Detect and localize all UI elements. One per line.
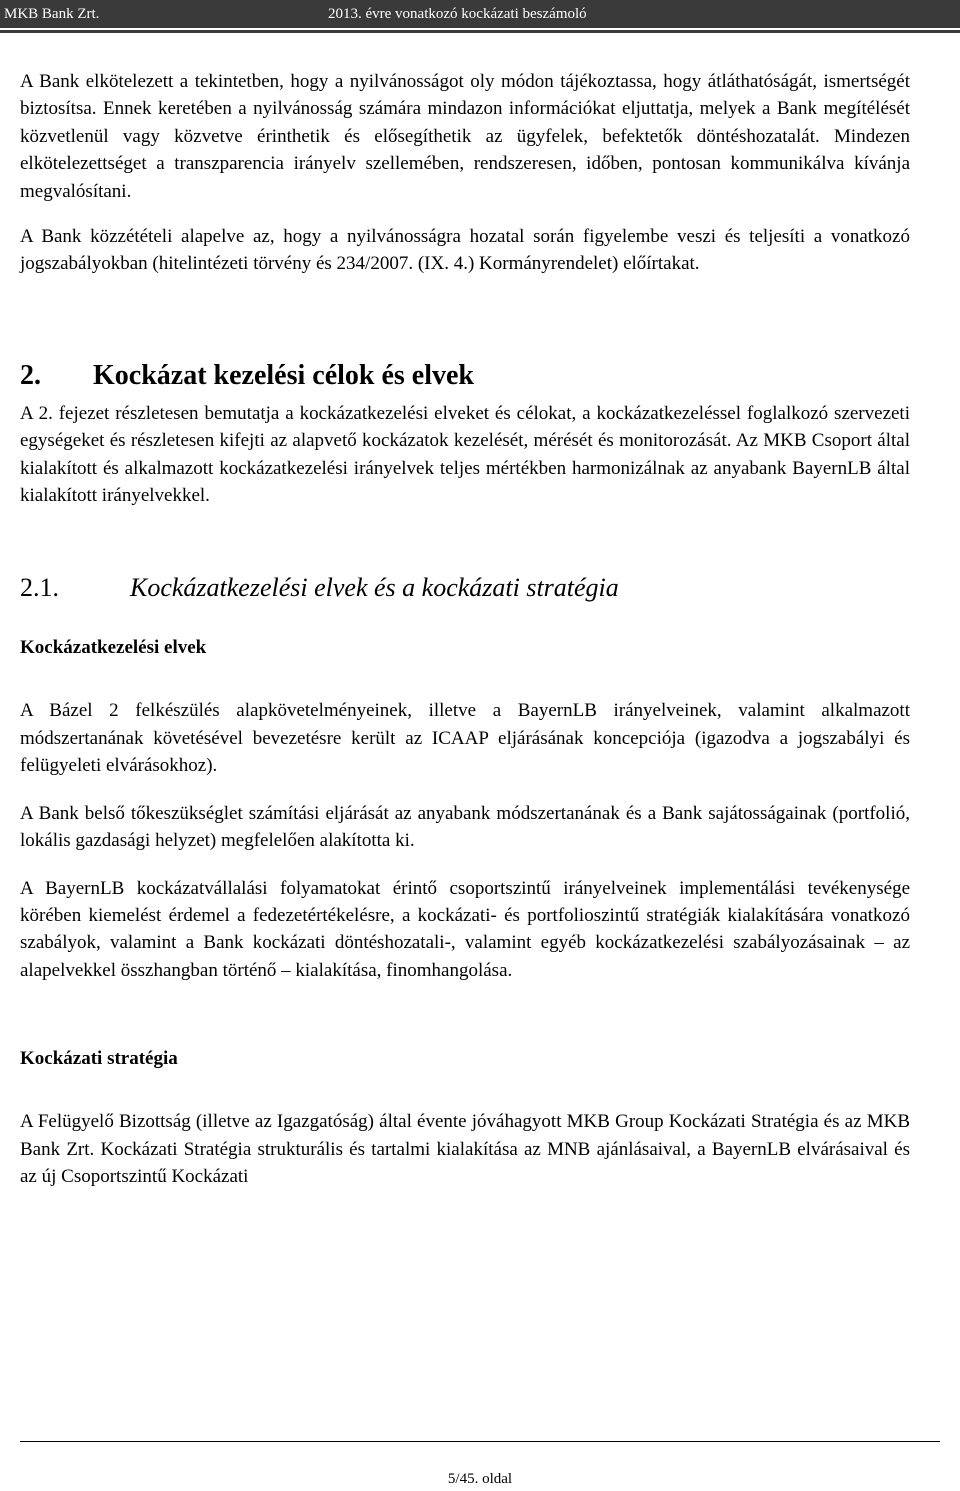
paragraph-disclosure-commitment: A Bank elkötelezett a tekintetben, hogy a nyilvánosságot oly módon tájékoztassa, hogy átláthatóságát, ismertségét biztosítsa. Ennek keretében a nyilvánosság számára mindazon információkat eljuttatja, melyek a Bank megítélését közvetlenül vagy közvetve érinthetik és elősegíthetik az ügyfelek, befektetők döntéshozatalát. Mindezen elkötelezettséget a transzparencia irányelv szellemében, rendszeresen, időben, pontosan kommunikálva kívánja megvalósítani. [20, 71, 910, 202]
heading-risk-principles: Kockázatkezelési elvek [20, 637, 207, 659]
paragraph-bayernlb-guidelines: A BayernLB kockázatvállalási folyamatokat érintő csoportszintű irányelveinek implementálási tevékenysége körében kiemelést érdemel a fedezetértékelésre, a kockázati- és portfolioszintű stratégiák kialakítására vonatkozó szabályok, valamint a Bank kockázati döntéshozatali-, valamint egyéb kockázatkezelési szabályozásainak – az alapelvekkel összhangban történő – kialakítása, finomhangolása. [20, 877, 910, 981]
section-title: Kockázat kezelési célok és elvek [93, 359, 475, 391]
heading-risk-strategy: Kockázati stratégia [20, 1048, 178, 1070]
document-body [20, 68, 910, 1190]
page-number: 5/45. oldal [447, 1471, 513, 1487]
subsection-number: 2.1. [20, 573, 59, 603]
subsection-heading-2-1 [20, 573, 910, 603]
header-report-title: 2013. évre vonatkozó kockázati beszámoló [320, 0, 960, 28]
subsection-title: Kockázatkezelési elvek és a kockázati stratégia [130, 573, 619, 603]
header-bank-name: MKB Bank Zrt. [0, 0, 320, 28]
footer-divider [20, 1441, 940, 1442]
paragraph-basel2: A Bázel 2 felkészülés alapkövetelményeinek, illetve a BayernLB irányelveinek, valamint alkalmazott módszertanának követésével bevezetésre került az ICAAP eljárásának koncepciója (igazodva a jogszabályi és felügyeleti elvárásokhoz). [20, 700, 910, 777]
paragraph-chapter-overview: A 2. fejezet részletesen bemutatja a kockázatkezelési elveket és célokat, a kockázatkezeléssel foglalkozó szervezeti egységeket és részletesen kifejti az alapvető kockázatok kezelését, mérését és monitorozását. Az MKB Csoport által kialakított és alkalmazott kockázatkezelési irányelvek teljes mértékben harmonizálnak az anyabank BayernLB által kialakított irányelvekkel. [20, 402, 910, 507]
paragraph-capital-requirement: A Bank belső tőkeszükséglet számítási eljárását az anyabank módszertanának és a Bank sajátosságainak (portfolió, lokális gazdasági helyzet) megfelelően alakította ki. [20, 802, 910, 852]
section-heading-2 [20, 360, 910, 392]
paragraph-risk-strategy: A Felügyelő Bizottság (illetve az Igazgatóság) által évente jóváhagyott MKB Group Kockázati Stratégia és az MKB Bank Zrt. Kockázati Stratégia strukturális és tartalmi kialakítása az MNB ajánlásaival, a BayernLB elvárásaival és az új Csoportszintű Kockázati [20, 1111, 910, 1187]
section-number: 2. [20, 359, 41, 391]
page-header [0, 0, 960, 34]
paragraph-disclosure-principle: A Bank közzétételi alapelve az, hogy a nyilvánosságra hozatal során figyelembe veszi és teljesíti a vonatkozó jogszabályokban (hitelintézeti törvény és 234/2007. (IX. 4.) Kormányrendelet) előírtakat. [20, 226, 910, 275]
header-divider [0, 30, 960, 33]
